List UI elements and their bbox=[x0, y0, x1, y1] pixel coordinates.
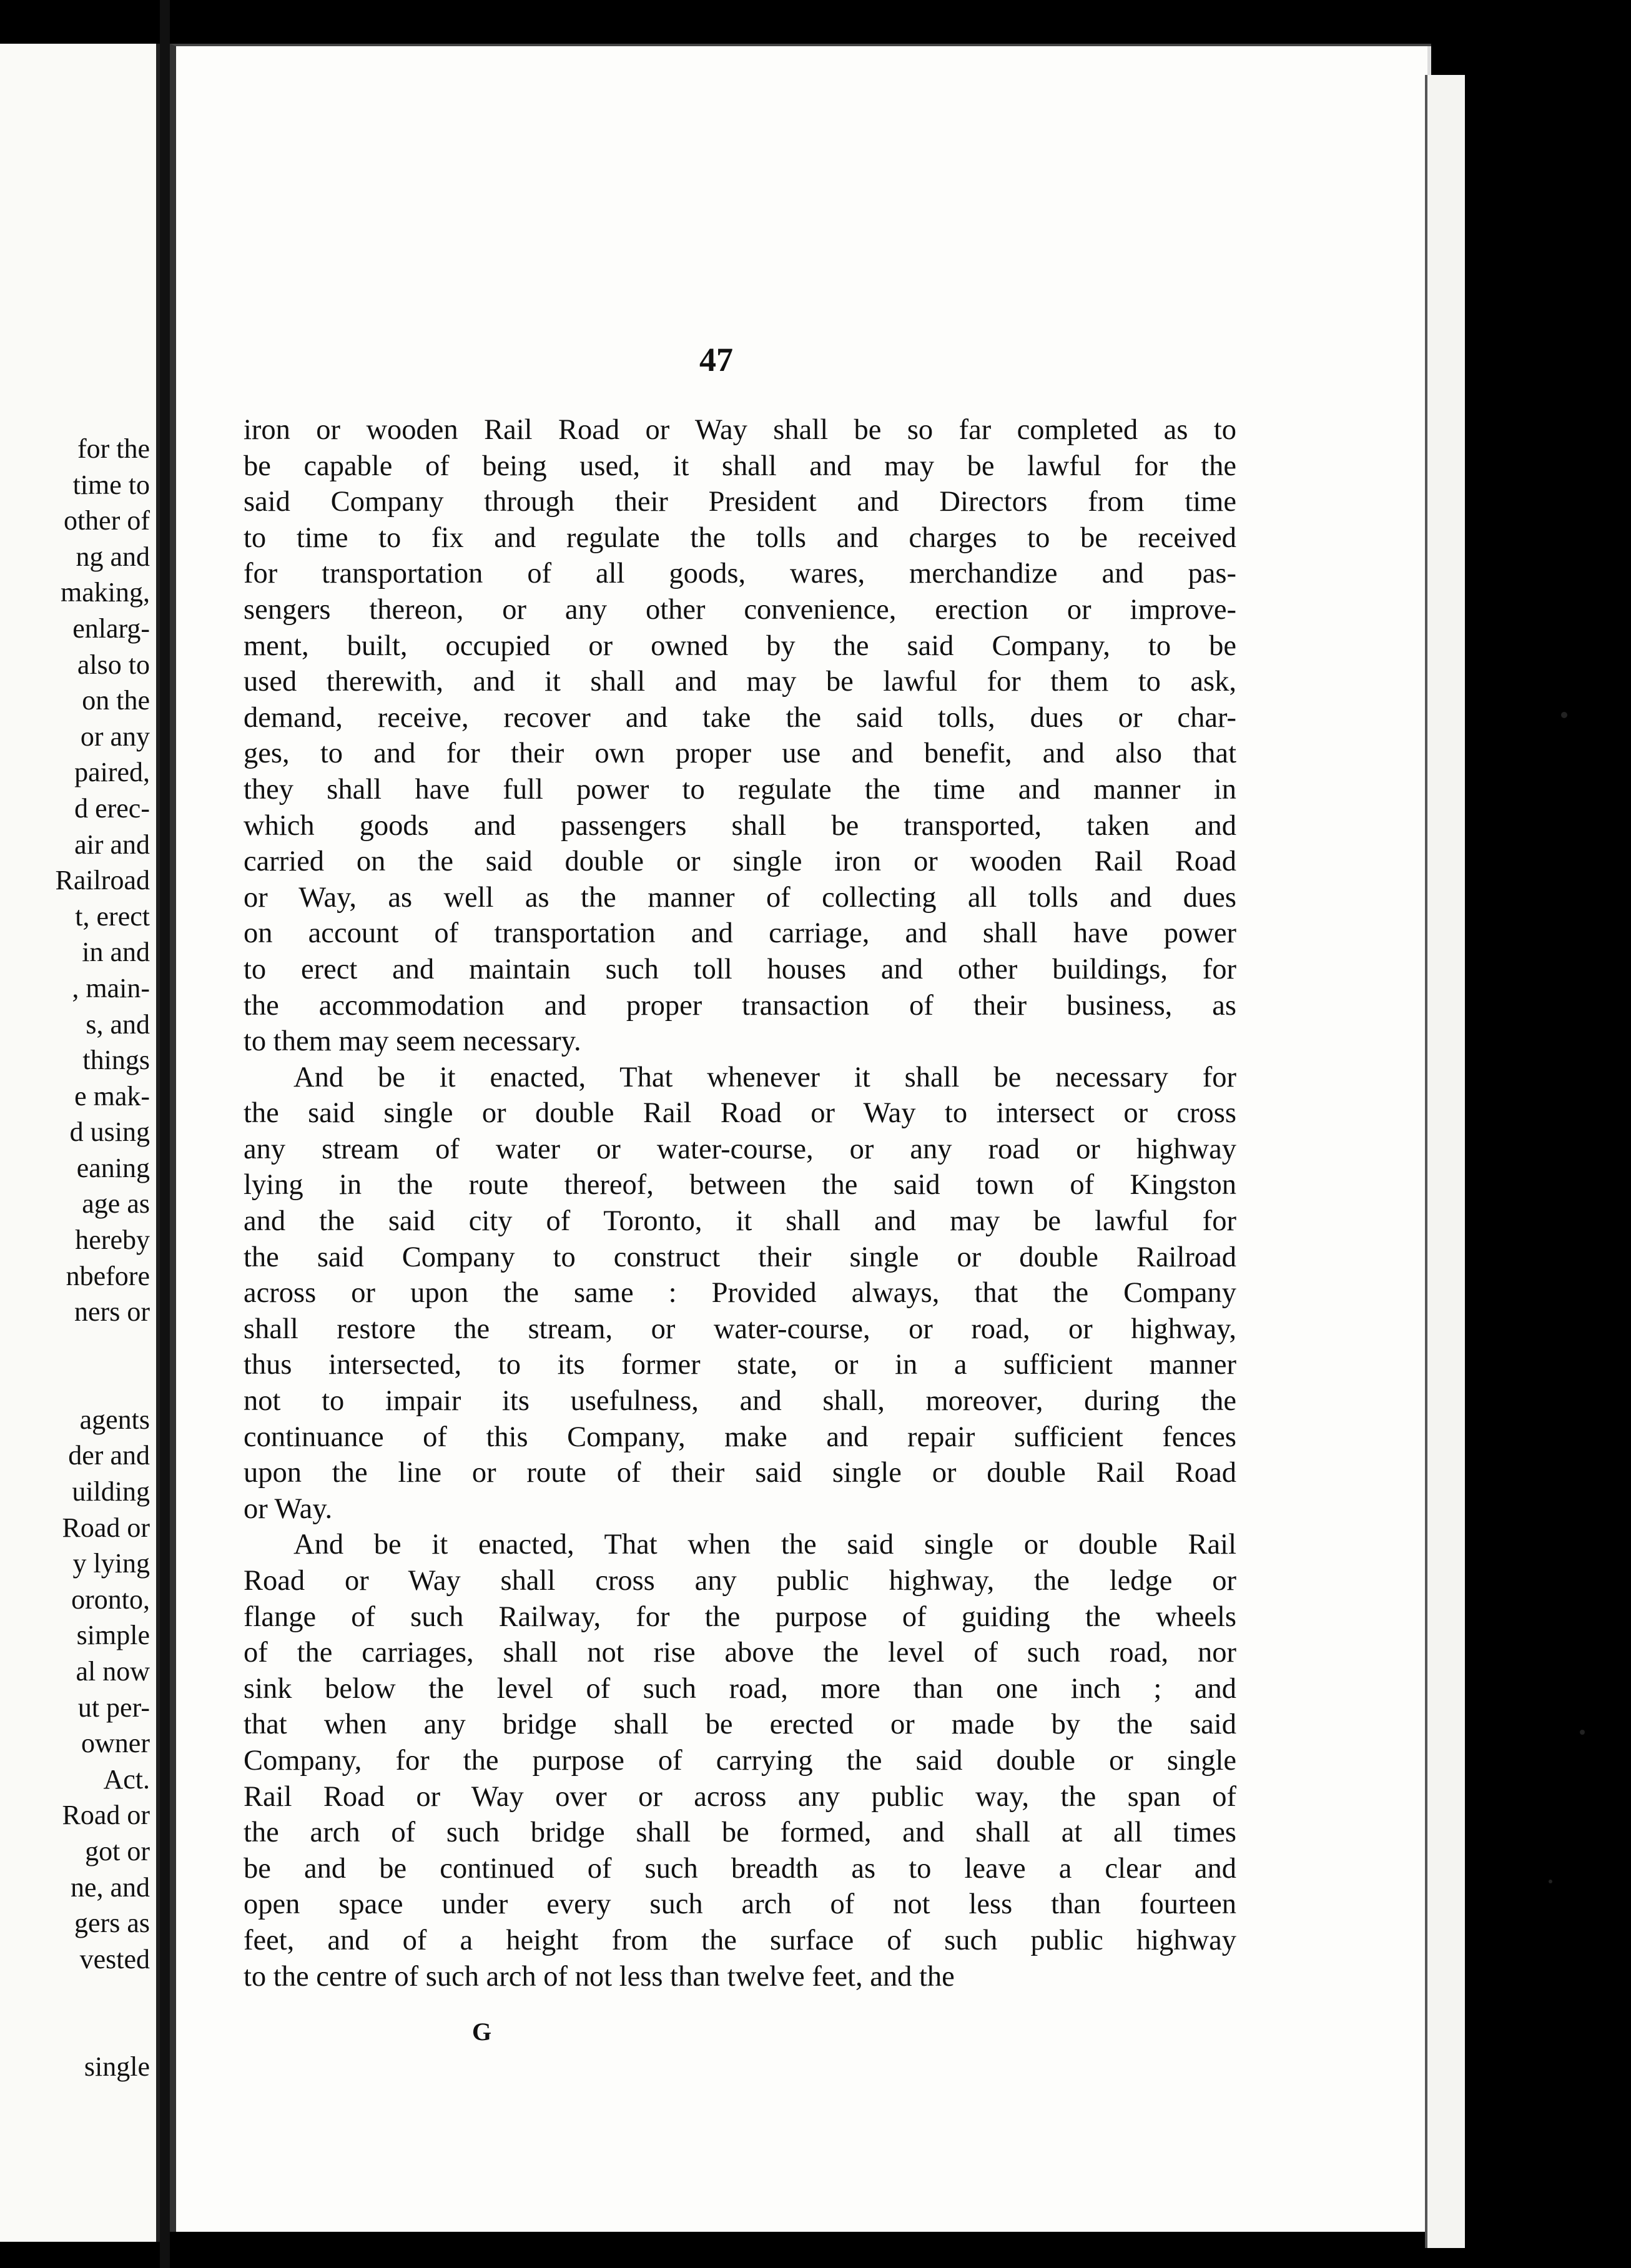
body-text bbox=[244, 412, 1236, 1994]
left-page-line: air and bbox=[74, 829, 150, 860]
text-line: or Way, as well as the manner of collecting all tolls and dues bbox=[244, 881, 1236, 914]
signature-mark: G bbox=[472, 2018, 492, 2046]
text-line: the accommodation and proper transaction of their business, as bbox=[244, 989, 1236, 1022]
text-line: that when any bridge shall be erected or made by the said bbox=[244, 1708, 1236, 1741]
text-line: across or upon the same : Provided always, that the Company bbox=[244, 1277, 1236, 1309]
text-line: be and be continued of such breadth as to leave a clear and bbox=[244, 1852, 1236, 1885]
left-page-line: e mak- bbox=[74, 1080, 150, 1112]
text-line: sengers thereon, or any other convenience, erection or improve- bbox=[244, 593, 1236, 626]
left-page-line: for the bbox=[77, 433, 150, 464]
text-line: or Way. bbox=[244, 1492, 333, 1525]
left-page-line: ne, and bbox=[70, 1871, 150, 1903]
left-facing-page bbox=[0, 44, 160, 2242]
left-page-line: vested bbox=[79, 1943, 150, 1975]
left-page-line: other of bbox=[63, 505, 150, 536]
left-page-line: ut per- bbox=[77, 1692, 150, 1723]
text-line: which goods and passengers shall be transported, taken and bbox=[244, 809, 1236, 842]
left-page-line: in and bbox=[82, 937, 150, 968]
left-page-text bbox=[0, 431, 156, 2085]
text-line: to them may seem necessary. bbox=[244, 1025, 581, 1058]
text-line: any stream of water or water-course, or any road or highway bbox=[244, 1133, 1236, 1165]
left-page-line: ners or bbox=[74, 1296, 150, 1328]
left-page-line: nbefore bbox=[66, 1260, 150, 1291]
text-line: to time to fix and regulate the tolls and charges to be received bbox=[244, 521, 1236, 554]
text-line: continuance of this Company, make and repair sufficient fences bbox=[244, 1421, 1236, 1453]
left-page-line: age as bbox=[82, 1188, 150, 1220]
text-line: upon the line or route of their said single or double Rail Road bbox=[244, 1457, 1236, 1489]
text-line: not to impair its usefulness, and shall, moreover, during the bbox=[244, 1385, 1236, 1418]
left-page-line: eaning bbox=[76, 1152, 150, 1183]
left-page-line: making, bbox=[61, 577, 150, 608]
text-line: carried on the said double or single iron or wooden Rail Road bbox=[244, 846, 1236, 878]
left-page-line: or any bbox=[80, 721, 150, 752]
left-page-line: gers as bbox=[74, 1908, 150, 1939]
left-page-line: Road or bbox=[62, 1800, 150, 1831]
text-line: to erect and maintain such toll houses and other buildings, for bbox=[244, 953, 1236, 985]
text-line: the said single or double Rail Road or Way to intersect or cross bbox=[244, 1097, 1236, 1130]
text-line: the said Company to construct their single or double Railroad bbox=[244, 1241, 1236, 1273]
text-line: feet, and of a height from the surface of such public highway bbox=[244, 1924, 1236, 1956]
text-line: Road or Way shall cross any public highway, the ledge or bbox=[244, 1565, 1236, 1597]
left-page-line: der and bbox=[68, 1440, 150, 1471]
text-line: and the said city of Toronto, it shall and may be lawful for bbox=[244, 1205, 1236, 1238]
text-line: And be it enacted, That whenever it shall be necessary for bbox=[293, 1061, 1236, 1093]
text-line: of the carriages, shall not rise above the level of such road, nor bbox=[244, 1637, 1236, 1669]
paragraph bbox=[244, 1527, 1236, 1994]
left-page-line: t, erect bbox=[75, 900, 150, 932]
left-page-line: uilding bbox=[72, 1476, 150, 1507]
text-line: they shall have full power to regulate the time and manner in bbox=[244, 773, 1236, 806]
text-line: ges, to and for their own proper use and benefit, and also that bbox=[244, 737, 1236, 770]
ink-speck bbox=[1549, 1880, 1552, 1883]
left-page-line: on the bbox=[82, 685, 150, 716]
page-number: 47 bbox=[699, 341, 733, 378]
text-line: ment, built, occupied or owned by the said Company, to be bbox=[244, 629, 1236, 662]
text-line: on account of transportation and carriage, and shall have power bbox=[244, 917, 1236, 950]
text-line: shall restore the stream, or water-course, or road, or highway, bbox=[244, 1313, 1236, 1345]
left-page-line: got or bbox=[85, 1835, 150, 1866]
left-page-line: oronto, bbox=[71, 1584, 150, 1615]
text-line: for transportation of all goods, wares, merchandize and pas- bbox=[244, 558, 1236, 590]
left-page-line: Act. bbox=[103, 1763, 150, 1795]
left-page-line: ng and bbox=[76, 541, 150, 572]
left-page-line bbox=[0, 1330, 156, 1402]
left-page-line: agents bbox=[79, 1404, 150, 1435]
ink-speck bbox=[1561, 712, 1567, 718]
text-line: And be it enacted, That when the said single or double Rail bbox=[293, 1529, 1236, 1561]
paragraph bbox=[244, 1060, 1236, 1527]
left-page-line: paired, bbox=[74, 757, 150, 788]
left-page-line: hereby bbox=[75, 1225, 150, 1256]
left-page-line: Road or bbox=[62, 1512, 150, 1543]
text-line: flange of such Railway, for the purpose of guiding the wheels bbox=[244, 1600, 1236, 1633]
left-page-line: s, and bbox=[86, 1008, 150, 1040]
book-spine bbox=[160, 0, 170, 2268]
left-page-line: simple bbox=[76, 1620, 150, 1651]
left-page-line: things bbox=[82, 1045, 150, 1076]
left-page-line: , main- bbox=[72, 972, 150, 1003]
page-edge bbox=[1425, 75, 1465, 2248]
text-line: demand, receive, recover and take the said tolls, dues or char- bbox=[244, 701, 1236, 734]
text-line: lying in the route thereof, between the said town of Kingston bbox=[244, 1169, 1236, 1201]
text-line: iron or wooden Rail Road or Way shall be so far completed as to bbox=[244, 414, 1236, 446]
text-line: sink below the level of such road, more than one inch ; and bbox=[244, 1672, 1236, 1705]
text-line: used therewith, and it shall and may be lawful for them to ask, bbox=[244, 666, 1236, 698]
text-line: Company, for the purpose of carrying the said double or single bbox=[244, 1744, 1236, 1777]
left-page-line: al now bbox=[76, 1656, 150, 1687]
left-page-line: time to bbox=[72, 469, 150, 500]
ink-speck bbox=[1580, 1730, 1585, 1735]
left-page-line: d erec- bbox=[74, 792, 150, 824]
left-page-line: enlarg- bbox=[72, 613, 150, 644]
left-page-line: Railroad bbox=[55, 865, 150, 896]
text-line: be capable of being used, it shall and may be lawful for the bbox=[244, 450, 1236, 482]
text-line: open space under every such arch of not less than fourteen bbox=[244, 1888, 1236, 1921]
left-page-line: single bbox=[84, 2051, 150, 2083]
left-page-line: owner bbox=[81, 1728, 150, 1759]
paragraph bbox=[244, 412, 1236, 1060]
left-page-line: also to bbox=[77, 649, 150, 680]
left-page-line: d using bbox=[69, 1117, 150, 1148]
text-line: to the centre of such arch of not less than twelve feet, and the bbox=[244, 1960, 955, 1993]
left-page-line bbox=[0, 1977, 156, 2049]
text-line: thus intersected, to its former state, or in a sufficient manner bbox=[244, 1349, 1236, 1381]
text-line: the arch of such bridge shall be formed, and shall at all times bbox=[244, 1817, 1236, 1849]
text-line: Rail Road or Way over or across any public way, the span of bbox=[244, 1780, 1236, 1813]
left-page-line: y lying bbox=[72, 1548, 150, 1579]
text-line: said Company through their President and Directors from time bbox=[244, 486, 1236, 518]
